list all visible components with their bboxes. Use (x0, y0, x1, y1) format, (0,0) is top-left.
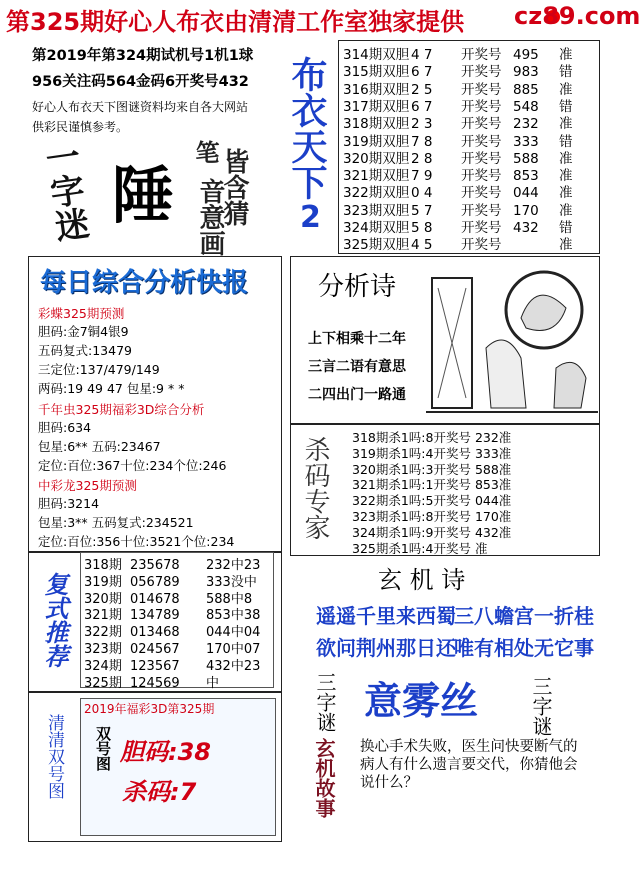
xuanji-line2a: 欲问荆州那日还 (316, 636, 456, 660)
analysis-s1-title: 彩蝶325期预测 (38, 306, 125, 321)
shuanghao-header: 2019年福彩3D第325期 (84, 702, 215, 716)
results-d: 4 7 (411, 47, 433, 63)
kill-row: 325期杀1吗:4开奖号 准 (352, 540, 488, 556)
analysis-line: 定位:百位:367十位:234个位:246 (38, 458, 227, 473)
fushi-cell: 320期 (84, 591, 122, 607)
story-label: 玄机故事 (312, 738, 336, 818)
fushi-cell: 322期 (84, 625, 122, 641)
poem-line: 上下相乘十二年 (308, 331, 406, 347)
results-label: 开奖号 (461, 150, 502, 167)
results-issue: 321期双胆 (343, 168, 410, 185)
riddle-hint2: 笔 (191, 140, 219, 164)
poem-line: 二四出门一路通 (308, 387, 406, 403)
results-mark: 准 (559, 185, 573, 202)
analysis-line: 定位:百位:356十位:3521个位:234 (38, 534, 235, 549)
results-d: 6 7 (411, 64, 433, 81)
results-issue: 317期双胆 (343, 98, 410, 115)
header-line1: 第2019年第324期试机号1机1球 (32, 48, 254, 64)
results-label: 开奖号 (461, 98, 502, 115)
header-notice1: 好心人布衣天下图谜资料均来自各大网站 (32, 100, 249, 114)
results-d: 7 8 (411, 133, 433, 150)
xuanji-line2b: 唯有相处无它事 (454, 636, 594, 660)
riddle-hint1: 皆含猜 (219, 148, 249, 226)
results-issue: 318期双胆 (343, 116, 410, 133)
analysis-s3-title: 中彩龙325期预测 (38, 478, 137, 493)
kill-row: 320期杀1吗:3开奖号 588准 (352, 461, 512, 477)
results-mark: 准 (559, 47, 573, 63)
fushi-cell: 013468 (130, 625, 180, 641)
fushi-cell: 024567 (130, 642, 180, 657)
results-label: 开奖号 (461, 202, 502, 219)
fushi-cell: 134789 (130, 608, 180, 624)
results-d: 7 9 (411, 168, 433, 185)
results-num: 432 (513, 220, 539, 236)
fushi-cell: 321期 (84, 608, 122, 624)
results-num: 983 (513, 64, 539, 81)
results-issue: 323期双胆 (343, 202, 410, 219)
kill-row: 323期杀1吗:8开奖号 170准 (352, 509, 512, 524)
watermark-text: cz89.com (514, 2, 640, 30)
results-num: 170 (513, 202, 539, 219)
results-mark: 准 (559, 202, 573, 219)
results-mark: 准 (559, 81, 573, 98)
results-num: 333 (513, 133, 539, 150)
shuanghao-label: 清清双号图 (44, 714, 64, 799)
results-mark: 准 (559, 150, 573, 167)
fushi-cell: 123567 (130, 658, 180, 674)
fushi-row (84, 672, 266, 691)
results-num: 885 (513, 81, 539, 98)
riddle-label: 一字迷 (37, 137, 91, 245)
fushi-cell: 319期 (84, 574, 122, 590)
watermark (508, 0, 640, 34)
shuanghao-side: 双号图 (94, 726, 112, 771)
results-d: 4 5 (411, 237, 433, 254)
results-mark: 错 (559, 64, 573, 81)
xuanji-title: 玄 机 诗 (378, 566, 466, 594)
sanzi-right: 三字谜 (529, 676, 553, 736)
results-issue: 320期双胆 (343, 150, 410, 167)
results-label: 开奖号 (461, 133, 502, 150)
poem-title: 分析诗 (318, 272, 397, 302)
results-label: 开奖号 (461, 47, 502, 63)
fushi-cell: 中 (206, 675, 220, 691)
results-label: 开奖号 (461, 185, 502, 202)
fushi-cell: 333没中 (206, 574, 257, 590)
header-line2: 956关注码564金码6开奖号432 (32, 74, 249, 90)
page-title: 第325期好心人布衣由清清工作室独家提供 (6, 8, 465, 36)
results-issue: 322期双胆 (343, 185, 410, 202)
analysis-line: 包星:3** 五码复式:234521 (38, 515, 194, 530)
title-bar (0, 0, 640, 36)
fushi-cell: 588中8 (206, 591, 253, 607)
brand-number: 2 (300, 200, 321, 235)
results-issue: 316期双胆 (343, 81, 410, 98)
analysis-line: 胆码:634 (38, 420, 92, 435)
results-d: 2 5 (411, 81, 433, 98)
results-num: 044 (513, 185, 539, 202)
results-label: 开奖号 (461, 237, 502, 254)
results-d: 0 4 (411, 185, 433, 202)
results-num: 588 (513, 150, 539, 167)
results-mark: 错 (559, 98, 573, 115)
results-num: 232 (513, 116, 539, 133)
results-d: 2 3 (411, 116, 433, 133)
fushi-cell: 853中38 (206, 608, 261, 624)
results-issue: 324期双胆 (343, 220, 410, 236)
results-label: 开奖号 (461, 64, 502, 81)
fushi-cell: 432中23 (206, 658, 261, 674)
kill-row: 322期杀1吗:5开奖号 044准 (352, 493, 512, 509)
kill-row: 318期杀1吗:8开奖号 232准 (352, 430, 512, 445)
fushi-cell: 324期 (84, 658, 122, 674)
sanzi-answer: 意雾丝 (364, 679, 479, 723)
analysis-line: 五码复式:13479 (38, 343, 132, 358)
results-mark: 错 (559, 133, 573, 150)
fushi-cell: 014678 (130, 591, 180, 607)
results-mark: 准 (559, 116, 573, 133)
fushi-cell: 044中04 (206, 625, 261, 641)
results-issue: 315期双胆 (343, 64, 410, 81)
fushi-cell: 232中23 (206, 558, 261, 573)
results-mark: 准 (559, 237, 573, 254)
results-num: 853 (513, 168, 539, 185)
analysis-line: 两码:19 49 47 包星:9 * * (38, 381, 185, 396)
results-label: 开奖号 (461, 81, 502, 98)
results-mark: 错 (559, 220, 573, 236)
results-issue: 319期双胆 (343, 133, 410, 150)
results-issue: 314期双胆 (343, 47, 410, 63)
fushi-cell: 318期 (84, 558, 122, 573)
results-d: 5 7 (411, 202, 433, 219)
results-d: 5 8 (411, 220, 433, 236)
header-notice2: 供彩民谨慎参考。 (32, 120, 129, 134)
story-text: 换心手术失败，医生问快要断气的病人有什么遗言要交代，你猜他会说什么？ (360, 739, 578, 791)
results-d: 6 7 (411, 98, 433, 115)
results-issue: 325期双胆 (343, 237, 410, 254)
fushi-cell: 323期 (84, 642, 122, 657)
analysis-banner: 每日综合分析快报 (40, 268, 249, 298)
analysis-s2-title: 千年虫325期福彩3D综合分析 (38, 402, 205, 417)
fushi-label: 复式推荐 (40, 572, 68, 668)
shuanghao-dan: 胆码:38 (120, 738, 211, 766)
results-mark: 准 (559, 168, 573, 185)
shuanghao-sha: 杀码:7 (122, 778, 197, 806)
results-row (343, 233, 579, 253)
kill-row: 319期杀1吗:4开奖号 333准 (352, 445, 512, 461)
fushi-cell: 056789 (130, 574, 180, 590)
results-num: 495 (513, 47, 539, 63)
riddle-hint3: 音意画 (195, 178, 225, 256)
sanzi-left: 三字谜 (313, 672, 337, 732)
kill-label: 杀码专家 (300, 436, 330, 540)
fushi-cell: 325期 (84, 675, 122, 691)
poem-line: 三言二语有意思 (308, 359, 406, 375)
analysis-line: 包星:6** 五码:23467 (38, 439, 161, 454)
fushi-cell: 124569 (130, 675, 180, 691)
fushi-cell: 235678 (130, 558, 180, 573)
results-d: 2 8 (411, 150, 433, 167)
analysis-line: 胆码:金7铜4银9 (38, 324, 129, 339)
xuanji-line1a: 遥遥千里来西蜀 (316, 604, 456, 628)
kill-row: 324期杀1吗:9开奖号 432准 (352, 524, 512, 540)
results-label: 开奖号 (461, 220, 502, 236)
results-label: 开奖号 (461, 168, 502, 185)
brand-vertical: 布衣天下 (286, 56, 327, 200)
xuanji-line1b: 三八蟾宫一折桂 (454, 604, 594, 628)
analysis-line: 三定位:137/479/149 (38, 362, 160, 377)
riddle-char: 陲 (112, 159, 175, 232)
results-label: 开奖号 (461, 116, 502, 133)
analysis-line: 胆码:3214 (38, 496, 100, 511)
kill-row: 321期杀1吗:1开奖号 853准 (352, 477, 512, 493)
results-num: 548 (513, 98, 539, 115)
poem-illustration (426, 258, 598, 422)
fushi-cell: 170中07 (206, 642, 261, 657)
